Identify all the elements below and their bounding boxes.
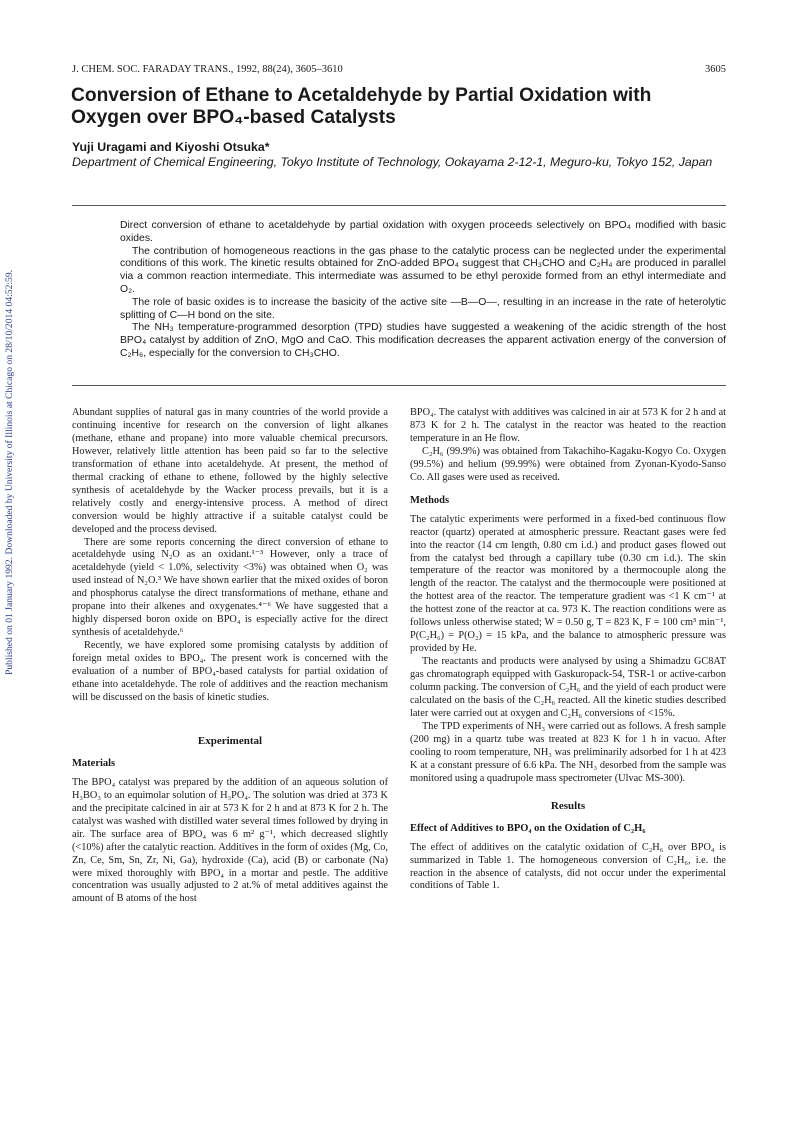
abstract-paragraph: The NH₃ temperature-programmed desorption (TPD) studies have suggested a weakening of the acidic strength of the host BPO₄ catalyst by addition of ZnO, MgO and CaO. This modification decreases the apparent activation energy of the conversion of C₂H₆, especially for the conversion to CH₃CHO. [120, 322, 726, 359]
journal-citation: J. CHEM. SOC. FARADAY TRANS., 1992, 88(24), 3605–3610 [72, 64, 343, 75]
right-column [410, 407, 726, 893]
methods-paragraph: The catalytic experiments were performed in a fixed-bed continuous flow reactor (quartz) operated at atmospheric pressure. Reactant gases were fed into the reactor (14 cm length, 0.80 cm i.d.) and product gases flowed out from the catalyst bed through a capillary tube (0.30 cm i.d.). The skin temperature of the reactor was monitored by a thermocouple along the length of the reactor. The catalyst and the thermocouple were positioned at the hottest area of the reactor. The temperature gradient was <1 K cm⁻¹ at the hottest zone of the reactor at ca. 973 K. The reaction conditions were as follows unless otherwise stated; W = 0.50 g, T = 823 K, F = 100 cm³ min⁻¹, P(C₂H₆) = P(O₂) = 15 kPa, and the balance to atmospheric pressure was provided by He. [410, 513, 726, 655]
experimental-heading: Experimental [197, 734, 263, 747]
author-list: Yuji Uragami and Kiyoshi Otsuka* [72, 140, 270, 154]
abstract [120, 220, 726, 361]
methods-paragraph: The reactants and products were analysed by using a Shimadzu GC8AT gas chromatograph equipped with Gaskuropack-54, TSR-1 or active-carbon column packing. The conversion of C₂H₆ and the yield of each product were calculated on the basis of the C₂H₆ reacted. All the kinetic studies described later were carried out at oxygen and C₂H₆ conversions of <15%. [410, 656, 726, 719]
materials-continued: BPO₄. The catalyst with additives was calcined in air at 573 K for 2 h and at 873 K for 2 h. The catalyst in the reactor was heated to the reaction temperature in an He flow. [410, 407, 726, 444]
abstract-paragraph: The contribution of homogeneous reactions in the gas phase to the catalytic process can be neglected under the experimental conditions of this work. The kinetic results obtained for ZnO-added BPO₄ suggest that CH₃CHO and C₂H₄ are produced in parallel via a common reaction intermediate. This intermediate was assumed to be ethyl peroxide formed from an ethyl intermediate and O₂. [120, 245, 726, 295]
abstract-paragraph: The role of basic oxides is to increase the basicity of the active site —B—O—, resulting in an increase in the rate of heterolytic splitting of C—H bond on the site. [120, 296, 726, 321]
materials-paragraph: The BPO₄ catalyst was prepared by the addition of an aqueous solution of H₃BO₃ to an equimolar solution of H₃PO₄. The solution was dried at 373 K and the precipitate calcined in air at 573 K for 2 h and at 873 K for 2 h. The catalyst was washed with distilled water several times followed by drying in air. The surface area of BPO₄ was 6 m² g⁻¹, which decreased slightly (<10%) after the catalytic reaction. Additives in the form of oxides (Mg, Co, Zn, Ce, Sm, Sn, Zr, Ni, Ga), hydroxide (Ca), acid (B) or carbonate (Na) were mixed thoroughly with BPO₄ in a mortar and pestle. The additive concentration was usually adjusted to 2 at.% of metal additives against the amount of B atoms of the host [72, 776, 388, 905]
page-number: 3605 [705, 64, 726, 75]
download-watermark [4, 205, 18, 675]
left-column [72, 407, 388, 906]
results-heading: Results [550, 799, 586, 812]
gases-paragraph: C₂H₆ (99.9%) was obtained from Takachiho-Kagaku-Kogyo Co. Oxygen (99.5%) and helium (99.99%) were obtained from Zyonan-Kyodo-Sanso Co. All gases were used as received. [410, 445, 726, 483]
article-title: Conversion of Ethane to Acetaldehyde by Partial Oxidation with Oxygen over BPO₄-based Catalysts [71, 85, 652, 128]
abstract-paragraph: Direct conversion of ethane to acetaldehyde by partial oxidation with oxygen proceeds selectively on BPO₄ modified with basic oxides. [120, 220, 726, 244]
intro-paragraph: Recently, we have explored some promising catalysts by addition of foreign metal oxides to BPO₄. The present work is concerned with the evaluation of a number of BPO₄-based catalysts for partial oxidation of ethane into acetaldehyde. The role of additives and the reaction mechanism will be discussed on the basis of kinetic studies. [72, 640, 388, 703]
running-head [72, 64, 726, 75]
top-rule [72, 205, 726, 206]
methods-paragraph: The TPD experiments of NH₃ were carried out as follows. A fresh sample (200 mg) in a quartz tube was treated at 823 K for 1 h in vacuo. After cooling to room temperature, NH₃ was preliminarily adsorbed for 1 h at 423 K at a constant pressure of 6.6 kPa. The NH₃ desorbed from the sample was monitored using a quadrupole mass spectrometer (Ulvac MS-300). [410, 720, 726, 784]
materials-heading: Materials [72, 757, 116, 769]
affiliation: Department of Chemical Engineering, Tokyo Institute of Technology, Ookayama 2-12-1, Meguro-ku, Tokyo 152, Japan [72, 155, 713, 169]
intro-paragraph: There are some reports concerning the direct conversion of ethane to acetaldehyde using N₂O as an oxidant.¹⁻³ However, only a trace of acetaldehyde (yield < 1.0%, selectivity <3%) was obtained when O₂ was used instead of N₂O.³ We have shown earlier that the mixed oxides of boron and phosphorus catalyse the direct transformations of methane, ethane and propane into their alkenes and oxygenates.⁴⁻⁶ We have suggested that a highly dispersed boron oxide on BPO₄ is especially active for the direct synthesis of acetaldehyde.⁶ [72, 536, 388, 639]
abstract-rule [72, 385, 726, 386]
intro-paragraph: Abundant supplies of natural gas in many countries of the world provide a continuing incentive for research on the conversion of light alkanes (methane, ethane and propane) into more valuable chemical precursors. However, relatively little attention has been paid so far to the selective transformation of ethane into acetaldehyde. At present, the method of thermal cracking of ethane to ethene, followed by the highly selective synthesis of acetaldehyde by the Wacker process prevails, but it is a relatively costly and energy-intensive process. A method of direct conversion would be highly attractive if a suitable catalyst could be developed and the process devised. [72, 407, 388, 535]
download-watermark-text: Published on 01 January 1992. Downloaded by University of Illinois at Chicago on 28/10/2014 04:52:59. [4, 269, 15, 675]
effect-paragraph: The effect of additives on the catalytic oxidation of C₂H₆ over BPO₄ is summarized in Table 1. The homogeneous conversion of C₂H₆, i.e. the reaction in the absence of catalysts, did not occur under the experimental conditions of Table 1. [410, 841, 726, 892]
methods-heading: Methods [410, 494, 450, 506]
effect-heading: Effect of Additives to BPO₄ on the Oxidation of C₂H₆ [410, 822, 646, 834]
